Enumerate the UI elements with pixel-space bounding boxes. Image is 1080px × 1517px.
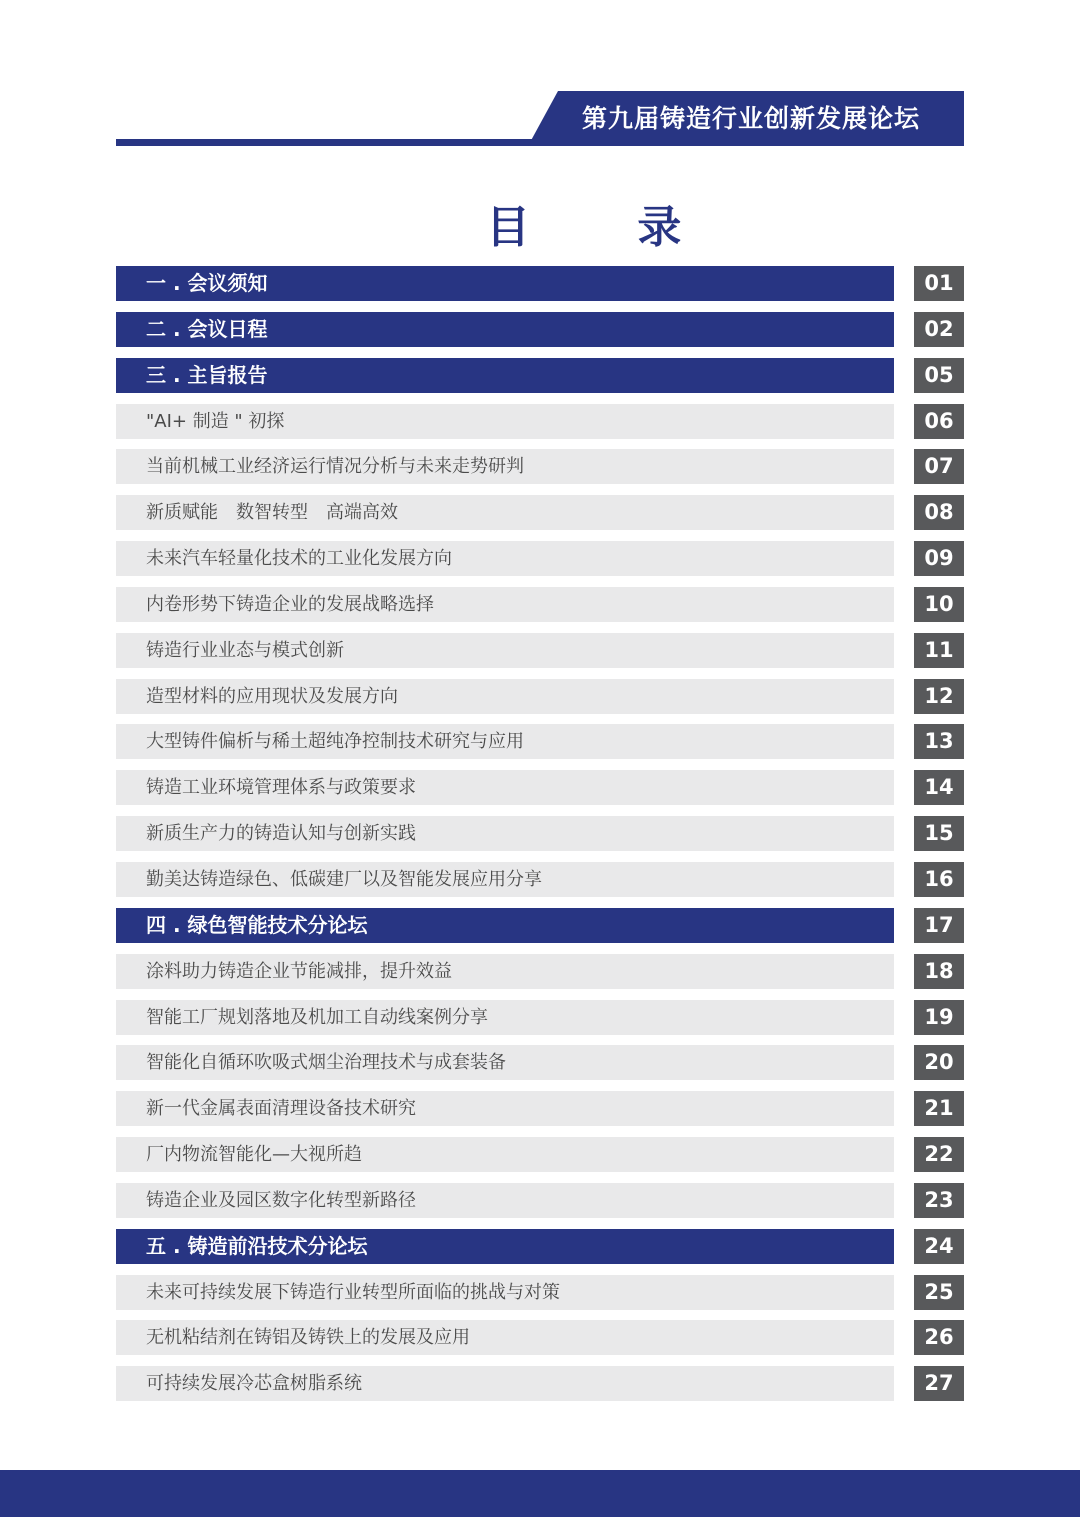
toc-entry-label: 勤美达铸造绿色、低碳建厂以及智能发展应用分享 — [116, 862, 894, 897]
toc-page-number: 26 — [914, 1320, 964, 1355]
toc-entry-label: 铸造行业业态与模式创新 — [116, 633, 894, 668]
toc-page-number: 07 — [914, 449, 964, 484]
header-rule — [116, 139, 536, 146]
toc-entry-label: 新一代金属表面清理设备技术研究 — [116, 1091, 894, 1126]
toc-row[interactable] — [116, 724, 964, 759]
footer-band — [0, 1470, 1080, 1517]
toc-row[interactable] — [116, 495, 964, 530]
toc-row[interactable] — [116, 1137, 964, 1172]
toc-entry-label: 内卷形势下铸造企业的发展战略选择 — [116, 587, 894, 622]
toc-entry-label: 新质赋能 数智转型 高端高效 — [116, 495, 894, 530]
toc-page-number: 20 — [914, 1045, 964, 1080]
toc-entry-label: 新质生产力的铸造认知与创新实践 — [116, 816, 894, 851]
toc-entry-label: 铸造企业及园区数字化转型新路径 — [116, 1183, 894, 1218]
toc-page-number: 22 — [914, 1137, 964, 1172]
toc-section-row[interactable] — [116, 266, 964, 301]
toc-page-number: 10 — [914, 587, 964, 622]
toc-page-number: 27 — [914, 1366, 964, 1401]
toc-entry-label: 五 . 铸造前沿技术分论坛 — [116, 1229, 894, 1264]
toc-section-row[interactable] — [116, 312, 964, 347]
toc-entry-label: 未来可持续发展下铸造行业转型所面临的挑战与对策 — [116, 1275, 894, 1310]
toc-row[interactable] — [116, 1045, 964, 1080]
toc-entry-label: 四 . 绿色智能技术分论坛 — [116, 908, 894, 943]
toc-page-number: 24 — [914, 1229, 964, 1264]
toc-page-number: 06 — [914, 404, 964, 439]
toc-page-number: 21 — [914, 1091, 964, 1126]
toc-row[interactable] — [116, 954, 964, 989]
toc-row[interactable] — [116, 1091, 964, 1126]
toc-row[interactable] — [116, 587, 964, 622]
toc-page-number: 11 — [914, 633, 964, 668]
toc-entry-label: 厂内物流智能化—大视所趋 — [116, 1137, 894, 1172]
toc-entry-label: 铸造工业环境管理体系与政策要求 — [116, 770, 894, 805]
toc-entry-label: 三 . 主旨报告 — [116, 358, 894, 393]
toc-page-number: 08 — [914, 495, 964, 530]
toc-row[interactable] — [116, 1320, 964, 1355]
toc-row[interactable] — [116, 541, 964, 576]
toc-page-number: 17 — [914, 908, 964, 943]
toc-page-number: 25 — [914, 1275, 964, 1310]
toc-page-number: 01 — [914, 266, 964, 301]
toc-row[interactable] — [116, 1275, 964, 1310]
toc-row[interactable] — [116, 404, 964, 439]
toc-row[interactable] — [116, 862, 964, 897]
toc-page-number: 12 — [914, 679, 964, 714]
toc-row[interactable] — [116, 816, 964, 851]
toc-entry-label: 智能工厂规划落地及机加工自动线案例分享 — [116, 1000, 894, 1035]
toc-page-number: 23 — [914, 1183, 964, 1218]
toc-row[interactable] — [116, 1000, 964, 1035]
toc-page-number: 19 — [914, 1000, 964, 1035]
page-title: 目 录 — [486, 202, 728, 253]
toc-page-number: 05 — [914, 358, 964, 393]
toc-entry-label: 大型铸件偏析与稀土超纯净控制技术研究与应用 — [116, 724, 894, 759]
toc-section-row[interactable] — [116, 908, 964, 943]
toc-entry-label: 智能化自循环吹吸式烟尘治理技术与成套装备 — [116, 1045, 894, 1080]
table-of-contents — [116, 266, 964, 1412]
toc-page-number: 13 — [914, 724, 964, 759]
toc-entry-label: 造型材料的应用现状及发展方向 — [116, 679, 894, 714]
toc-entry-label: "AI+ 制造 " 初探 — [116, 404, 894, 439]
toc-entry-label: 可持续发展冷芯盒树脂系统 — [116, 1366, 894, 1401]
toc-entry-label: 无机粘结剂在铸铝及铸铁上的发展及应用 — [116, 1320, 894, 1355]
toc-page-number: 14 — [914, 770, 964, 805]
toc-entry-label: 一 . 会议须知 — [116, 266, 894, 301]
toc-page-number: 02 — [914, 312, 964, 347]
toc-section-row[interactable] — [116, 1229, 964, 1264]
toc-entry-label: 未来汽车轻量化技术的工业化发展方向 — [116, 541, 894, 576]
toc-row[interactable] — [116, 1366, 964, 1401]
toc-page-number: 16 — [914, 862, 964, 897]
toc-page-number: 09 — [914, 541, 964, 576]
toc-row[interactable] — [116, 633, 964, 668]
toc-section-row[interactable] — [116, 358, 964, 393]
toc-row[interactable] — [116, 1183, 964, 1218]
toc-page-number: 15 — [914, 816, 964, 851]
forum-title: 第九届铸造行业创新发展论坛 — [582, 104, 921, 133]
toc-page-number: 18 — [914, 954, 964, 989]
toc-row[interactable] — [116, 679, 964, 714]
toc-row[interactable] — [116, 770, 964, 805]
toc-entry-label: 涂料助力铸造企业节能减排，提升效益 — [116, 954, 894, 989]
toc-row[interactable] — [116, 449, 964, 484]
toc-entry-label: 二 . 会议日程 — [116, 312, 894, 347]
toc-entry-label: 当前机械工业经济运行情况分析与未来走势研判 — [116, 449, 894, 484]
